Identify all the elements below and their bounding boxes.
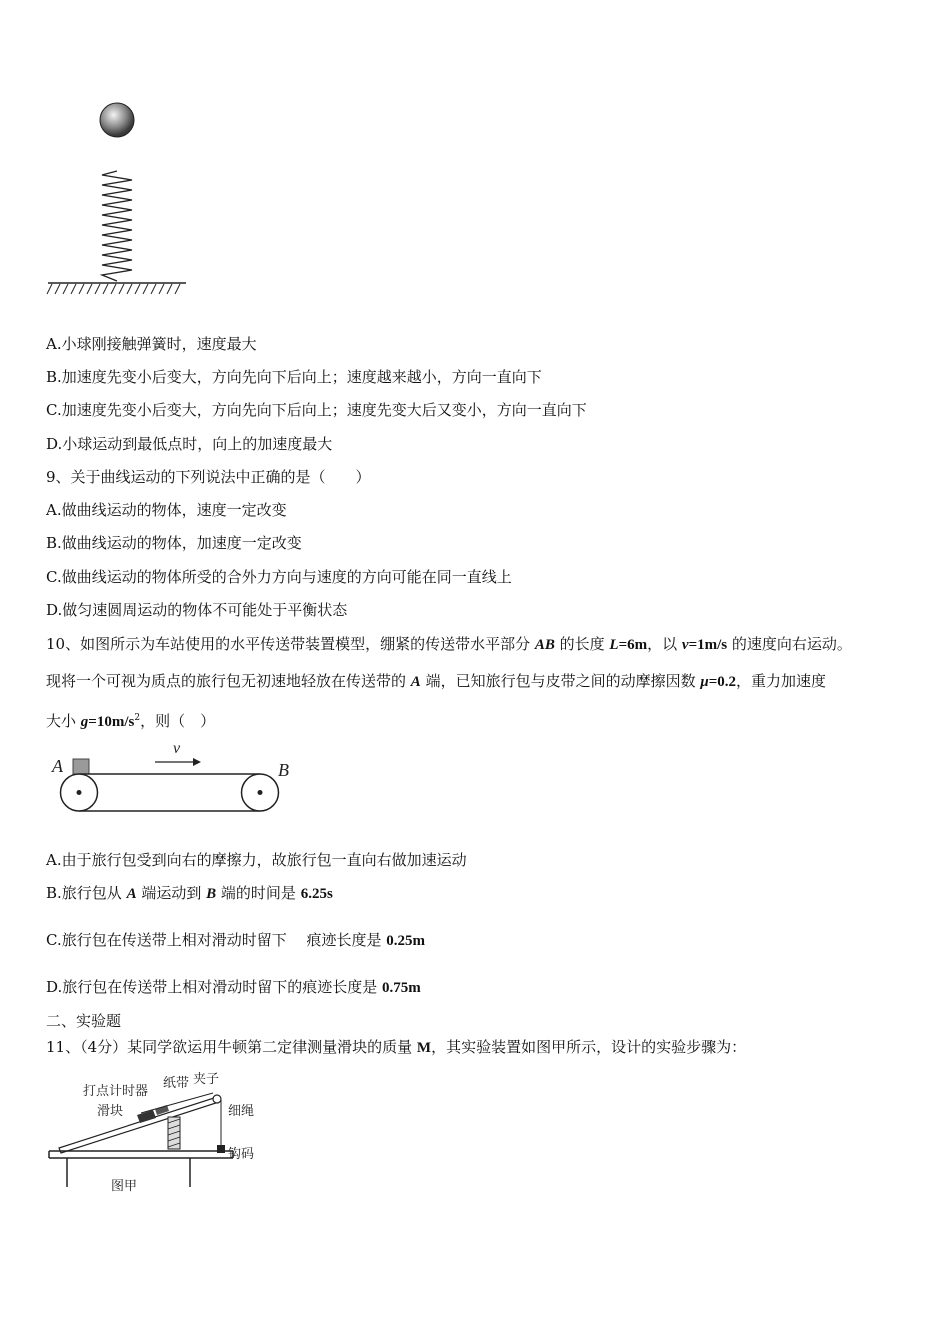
ground-hatch <box>47 284 180 294</box>
q9-option-a: A.做曲线运动的物体，速度一定改变 <box>46 501 287 519</box>
incline-board <box>59 1097 219 1153</box>
label-a: A <box>52 756 63 776</box>
ball <box>100 103 134 137</box>
q9-option-d: D.做匀速圆周运动的物体不可能处于平衡状态 <box>46 601 348 619</box>
label-timer: 打点计时器 <box>83 1084 149 1099</box>
label-rope: 细绳 <box>228 1104 255 1119</box>
velocity-arrowhead <box>193 758 201 766</box>
spring-ball-figure <box>40 95 200 305</box>
q10-stem-line2: 现将一个可视为质点的旅行包无初速地轻放在传送带的 A 端，已知旅行包与皮带之间的动摩擦因数 μ=0.2，重力加速度 <box>46 672 827 690</box>
label-clip: 夹子 <box>193 1072 220 1087</box>
label-weight: 钩码 <box>228 1147 255 1162</box>
q9-option-c: C.做曲线运动的物体所受的合外力方向与速度的方向可能在同一直线上 <box>46 568 512 586</box>
q8-option-b: B.加速度先变小后变大，方向先向下后向上；速度越来越小，方向一直向下 <box>46 368 542 386</box>
q10-option-c: C.旅行包在传送带上相对滑动时留下 痕迹长度是 0.25m <box>46 931 425 949</box>
conveyor-belt-figure <box>45 735 305 817</box>
q11-stem: 11、（4分）某同学欲运用牛顿第二定律测量滑块的质量 M，其实验装置如图甲所示，设计的实验步骤为： <box>46 1038 747 1056</box>
label-tape: 纸带 <box>163 1076 190 1091</box>
label-v: v <box>173 740 181 757</box>
label-b: B <box>278 760 289 780</box>
pulley <box>213 1095 221 1103</box>
q10-option-a: A.由于旅行包受到向右的摩擦力，故旅行包一直向右做加速运动 <box>46 851 467 869</box>
hook-weight <box>217 1145 225 1153</box>
q10-stem-line3: 大小 $g=10m/s^2$，则（ ） <box>46 712 216 730</box>
q10-option-b: B.旅行包从 A 端运动到 B 端的时间是 6.25s <box>46 884 333 902</box>
bag <box>73 759 89 774</box>
spring <box>102 171 132 281</box>
q8-option-c: C.加速度先变小后变大，方向先向下后向上；速度先变大后又变小，方向一直向下 <box>46 401 587 419</box>
label-slider: 滑块 <box>97 1104 124 1119</box>
q10-option-d: D.旅行包在传送带上相对滑动时留下的痕迹长度是 0.75m <box>46 978 421 996</box>
q10-stem-line1: 10、如图所示为车站使用的水平传送带装置模型，绷紧的传送带水平部分 AB 的长度 L=6m，以 v=1m/s 的速度向右运动。 <box>46 635 852 653</box>
experiment-figure <box>45 1065 275 1200</box>
q9-option-b: B.做曲线运动的物体，加速度一定改变 <box>46 534 302 552</box>
section-heading: 二、实验题 <box>46 1012 122 1030</box>
q8-option-a: A.小球刚接触弹簧时，速度最大 <box>46 335 257 353</box>
label-caption: 图甲 <box>111 1179 138 1194</box>
q9-stem: 9、关于曲线运动的下列说法中正确的是（ ） <box>46 468 371 486</box>
q8-option-d: D.小球运动到最低点时，向上的加速度最大 <box>46 435 333 453</box>
